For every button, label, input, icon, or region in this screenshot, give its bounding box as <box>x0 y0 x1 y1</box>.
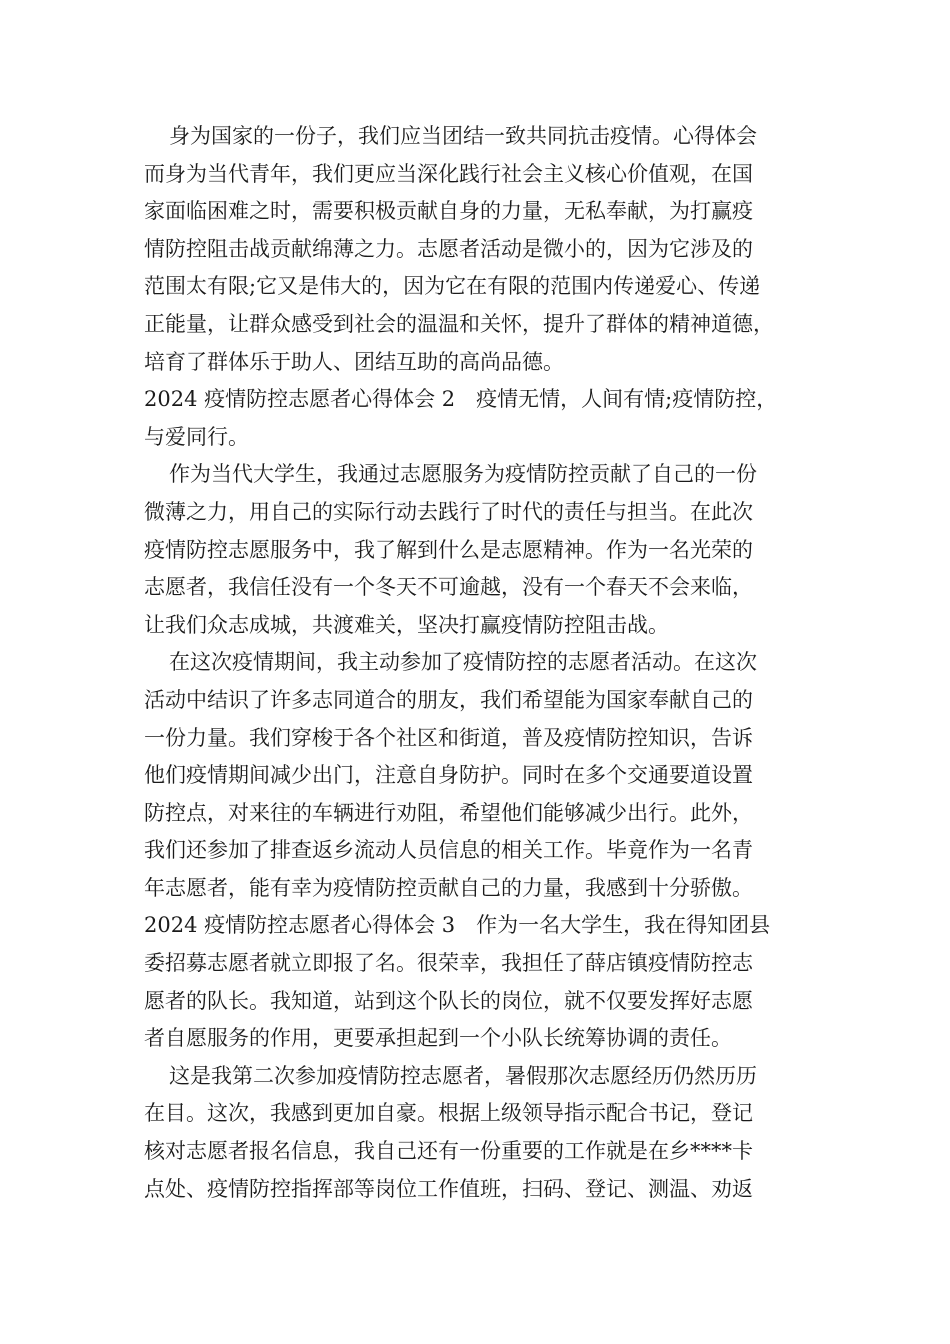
text-line: 2024 疫情防控志愿者心得体会 2 疫情无情，人间有情;疫情防控， <box>144 387 778 412</box>
text-line: 2024 疫情防控志愿者心得体会 3 作为一名大学生，我在得知团县 <box>144 913 771 938</box>
text-line: 与爱同行。 <box>144 424 249 449</box>
text-line: 情防控阻击战贡献绵薄之力。志愿者活动是微小的，因为它涉及的 <box>144 236 753 261</box>
document-page <box>144 118 824 1208</box>
text-line: 让我们众志成城，共渡难关，坚决打赢疫情防控阻击战。 <box>144 612 669 637</box>
text-line: 在目。这次，我感到更加自豪。根据上级领导指示配合书记，登记 <box>144 1101 753 1126</box>
text-line: 核对志愿者报名信息，我自己还有一份重要的工作就是在乡****卡 <box>144 1139 753 1164</box>
text-line: 作为当代大学生，我通过志愿服务为疫情防控贡献了自己的一份 <box>169 462 757 487</box>
text-line: 而身为当代青年，我们更应当深化践行社会主义核心价值观，在国 <box>144 161 753 186</box>
text-line: 活动中结识了许多志同道合的朋友，我们希望能为国家奉献自己的 <box>144 687 753 712</box>
text-line: 范围太有限;它又是伟大的，因为它在有限的范围内传递爱心、传递 <box>144 274 761 299</box>
text-line: 一份力量。我们穿梭于各个社区和街道，普及疫情防控知识，告诉 <box>144 725 753 750</box>
text-line: 微薄之力，用自己的实际行动去践行了时代的责任与担当。在此次 <box>144 499 753 524</box>
text-line: 委招募志愿者就立即报了名。很荣幸，我担任了薛店镇疫情防控志 <box>144 951 753 976</box>
text-line: 正能量，让群众感受到社会的温温和关怀，提升了群体的精神道德， <box>144 311 774 336</box>
text-line: 家面临困难之时，需要积极贡献自身的力量，无私奉献，为打赢疫 <box>144 199 753 224</box>
text-line: 疫情防控志愿服务中，我了解到什么是志愿精神。作为一名光荣的 <box>144 537 753 562</box>
text-line: 培育了群体乐于助人、团结互助的高尚品德。 <box>144 349 564 374</box>
text-line: 者自愿服务的作用，更要承担起到一个小队长统筹协调的责任。 <box>144 1026 732 1051</box>
text-line: 防控点，对来往的车辆进行劝阻，希望他们能够减少出行。此外， <box>144 800 753 825</box>
text-line: 愿者的队长。我知道，站到这个队长的岗位，就不仅要发挥好志愿 <box>144 988 753 1013</box>
text-line: 在这次疫情期间，我主动参加了疫情防控的志愿者活动。在这次 <box>169 650 757 675</box>
text-line: 身为国家的一份子，我们应当团结一致共同抗击疫情。心得体会 <box>169 124 757 148</box>
text-line: 志愿者，我信任没有一个冬天不可逾越，没有一个春天不会来临， <box>144 575 753 600</box>
text-line: 他们疫情期间减少出门，注意自身防护。同时在多个交通要道设置 <box>144 763 753 788</box>
text-line: 点处、疫情防控指挥部等岗位工作值班，扫码、登记、测温、劝返 <box>144 1176 753 1201</box>
text-line: 我们还参加了排查返乡流动人员信息的相关工作。毕竟作为一名青 <box>144 838 753 863</box>
text-line: 这是我第二次参加疫情防控志愿者，暑假那次志愿经历仍然历历 <box>169 1063 757 1088</box>
text-line: 年志愿者，能有幸为疫情防控贡献自己的力量，我感到十分骄傲。 <box>144 875 753 900</box>
